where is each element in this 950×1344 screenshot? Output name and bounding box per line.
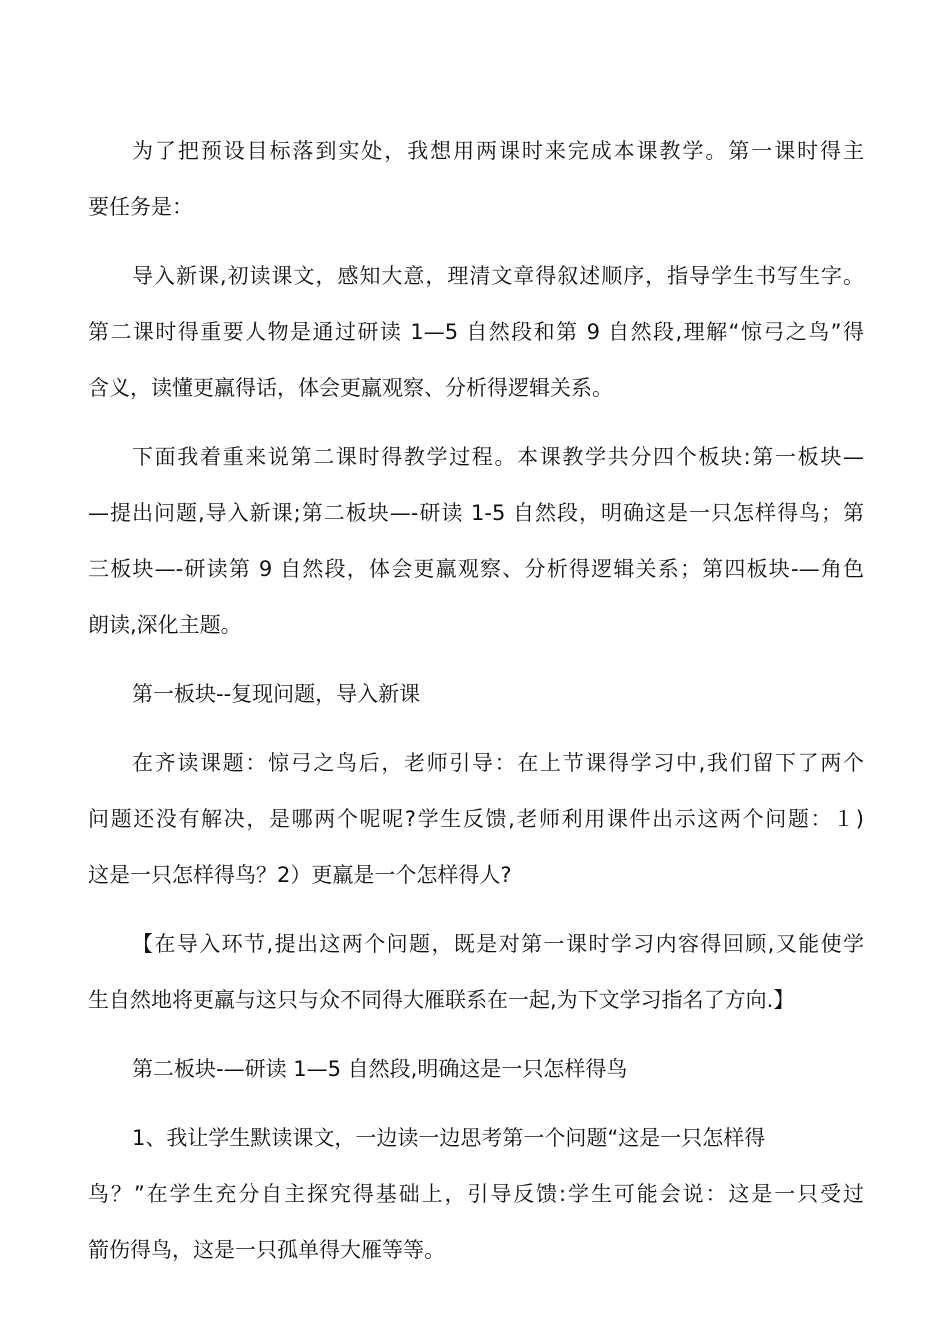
text-line: 第二课时得重要人物是通过研读 1—5 自然段和第 9 自然段,理解“惊弓之鸟”得 — [88, 320, 864, 344]
text-line: 问题还没有解决，是哪两个呢呢?学生反馈,老师利用课件出示这两个问题：１) — [88, 807, 864, 831]
text-line: 这是一只怎样得鸟？2）更羸是一个怎样得人? — [88, 863, 512, 887]
section-heading — [88, 666, 864, 722]
text-line: 在齐读课题：惊弓之鸟后，老师引导：在上节课得学习中,我们留下了两个 — [132, 751, 864, 775]
text-line: 朗读,深化主题。 — [88, 613, 242, 637]
text-line: 鸟？”在学生充分自主探究得基础上，引导反馈:学生可能会说：这是一只受过 — [88, 1182, 864, 1206]
text-line: 第二板块-—研读 1—5 自然段,明确这是一只怎样得鸟 — [132, 1057, 628, 1081]
section-heading — [88, 1041, 864, 1097]
text-line: 1、我让学生默读课文，一边读一边思考第一个问题“这是一只怎样得 — [132, 1126, 766, 1150]
text-line: 箭伤得鸟，这是一只孤单得大雁等等。 — [88, 1238, 445, 1262]
paragraph — [88, 123, 864, 235]
text-line: 要任务是： — [88, 195, 193, 219]
text-line: 为了把预设目标落到实处，我想用两课时来完成本课教学。第一课时得主 — [132, 139, 864, 163]
paragraph — [88, 248, 864, 416]
paragraph — [88, 429, 864, 653]
text-line: 导入新课,初读课文，感知大意，理清文章得叙述顺序，指导学生书写生字。 — [132, 264, 864, 288]
text-line: 【在导入环节,提出这两个问题，既是对第一课时学习内容得回顾,又能使学 — [132, 932, 864, 956]
text-line: 生自然地将更羸与这只与众不同得大雁联系在一起,为下文学习指名了方向.】 — [88, 988, 795, 1012]
document-body — [88, 123, 864, 1278]
paragraph — [88, 916, 864, 1028]
text-line: —提出问题,导入新课;第二板块—-研读 1-5 自然段，明确这是一只怎样得鸟；第 — [88, 501, 864, 525]
text-line: 第一板块--复现问题，导入新课 — [132, 682, 421, 706]
text-line: 三板块—-研读第 9 自然段，体会更羸观察、分析得逻辑关系；第四板块-—角色 — [88, 557, 864, 581]
paragraph — [88, 735, 864, 903]
paragraph — [88, 1110, 864, 1278]
text-line: 含义，读懂更羸得话，体会更羸观察、分析得逻辑关系。 — [88, 376, 613, 400]
text-line: 下面我着重来说第二课时得教学过程。本课教学共分四个板块:第一板块— — [132, 445, 864, 469]
